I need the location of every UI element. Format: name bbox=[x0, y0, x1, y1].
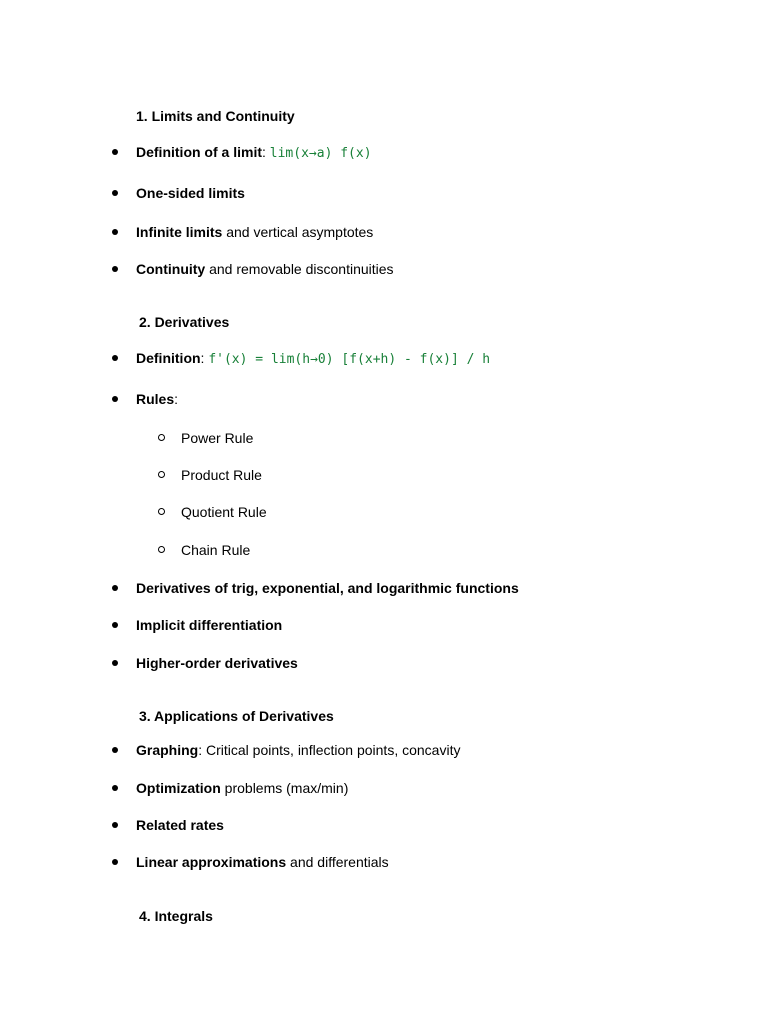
item-sep: : bbox=[174, 391, 179, 407]
item-bold: Linear approximations bbox=[136, 854, 287, 870]
item-bold: One-sided limits bbox=[136, 185, 245, 201]
item-bold: Graphing bbox=[136, 742, 199, 758]
item-bold: Infinite limits bbox=[136, 224, 223, 240]
item-bold: Definition bbox=[136, 350, 201, 366]
bullet-icon bbox=[112, 785, 118, 791]
sub-item-label: Product Rule bbox=[181, 467, 262, 483]
item-bold: Continuity bbox=[136, 261, 206, 277]
sub-list-item bbox=[0, 502, 768, 522]
hollow-bullet-icon bbox=[158, 546, 165, 553]
list-item bbox=[0, 815, 768, 835]
list-item bbox=[0, 653, 768, 673]
hollow-bullet-icon bbox=[158, 508, 165, 515]
bullet-icon bbox=[112, 585, 118, 591]
list-item bbox=[0, 259, 768, 279]
bullet-icon bbox=[112, 747, 118, 753]
sub-list-item bbox=[0, 540, 768, 560]
sub-item-label: Quotient Rule bbox=[181, 504, 267, 520]
item-rest: and differentials bbox=[286, 854, 389, 870]
list-item bbox=[0, 778, 768, 798]
list-item bbox=[0, 142, 768, 162]
list-item bbox=[0, 740, 768, 760]
bullet-icon bbox=[112, 266, 118, 272]
sub-list-item bbox=[0, 428, 768, 448]
hollow-bullet-icon bbox=[158, 471, 165, 478]
bullet-icon bbox=[112, 355, 118, 361]
bullet-icon bbox=[112, 822, 118, 828]
bullet-icon bbox=[112, 190, 118, 196]
item-bold: Definition of a limit bbox=[136, 144, 262, 160]
item-bold: Rules bbox=[136, 391, 175, 407]
section-heading-derivatives: 2. Derivatives bbox=[139, 314, 230, 330]
item-bold: Related rates bbox=[136, 817, 224, 833]
item-rest: problems (max/min) bbox=[220, 780, 349, 796]
list-item bbox=[0, 222, 768, 242]
item-rest: and removable discontinuities bbox=[205, 261, 394, 277]
list-item bbox=[0, 348, 768, 368]
bullet-icon bbox=[112, 396, 118, 402]
formula-code: lim(x→a) f(x) bbox=[269, 146, 372, 161]
item-sep: : bbox=[200, 350, 209, 366]
bullet-icon bbox=[112, 660, 118, 666]
list-item bbox=[0, 578, 768, 598]
sub-item-label: Chain Rule bbox=[181, 542, 251, 558]
item-bold: Optimization bbox=[136, 780, 221, 796]
sub-list-item bbox=[0, 465, 768, 485]
formula-code: f'(x) = lim(h→0) [f(x+h) - f(x)] / h bbox=[208, 352, 491, 367]
section-heading-limits: 1. Limits and Continuity bbox=[136, 108, 295, 124]
item-bold: Derivatives of trig, exponential, and logarithmic functions bbox=[136, 580, 519, 596]
list-item bbox=[0, 183, 768, 203]
section-heading-integrals: 4. Integrals bbox=[139, 908, 213, 924]
bullet-icon bbox=[112, 149, 118, 155]
item-bold: Higher-order derivatives bbox=[136, 655, 298, 671]
hollow-bullet-icon bbox=[158, 434, 165, 441]
bullet-icon bbox=[112, 622, 118, 628]
sub-item-label: Power Rule bbox=[181, 430, 254, 446]
bullet-icon bbox=[112, 859, 118, 865]
list-item bbox=[0, 389, 768, 409]
list-item bbox=[0, 852, 768, 872]
section-heading-applications: 3. Applications of Derivatives bbox=[139, 708, 334, 724]
item-rest: : Critical points, inflection points, concavity bbox=[198, 742, 461, 758]
bullet-icon bbox=[112, 229, 118, 235]
list-item bbox=[0, 615, 768, 635]
item-bold: Implicit differentiation bbox=[136, 617, 283, 633]
item-sep: : bbox=[262, 144, 270, 160]
item-rest: and vertical asymptotes bbox=[222, 224, 374, 240]
